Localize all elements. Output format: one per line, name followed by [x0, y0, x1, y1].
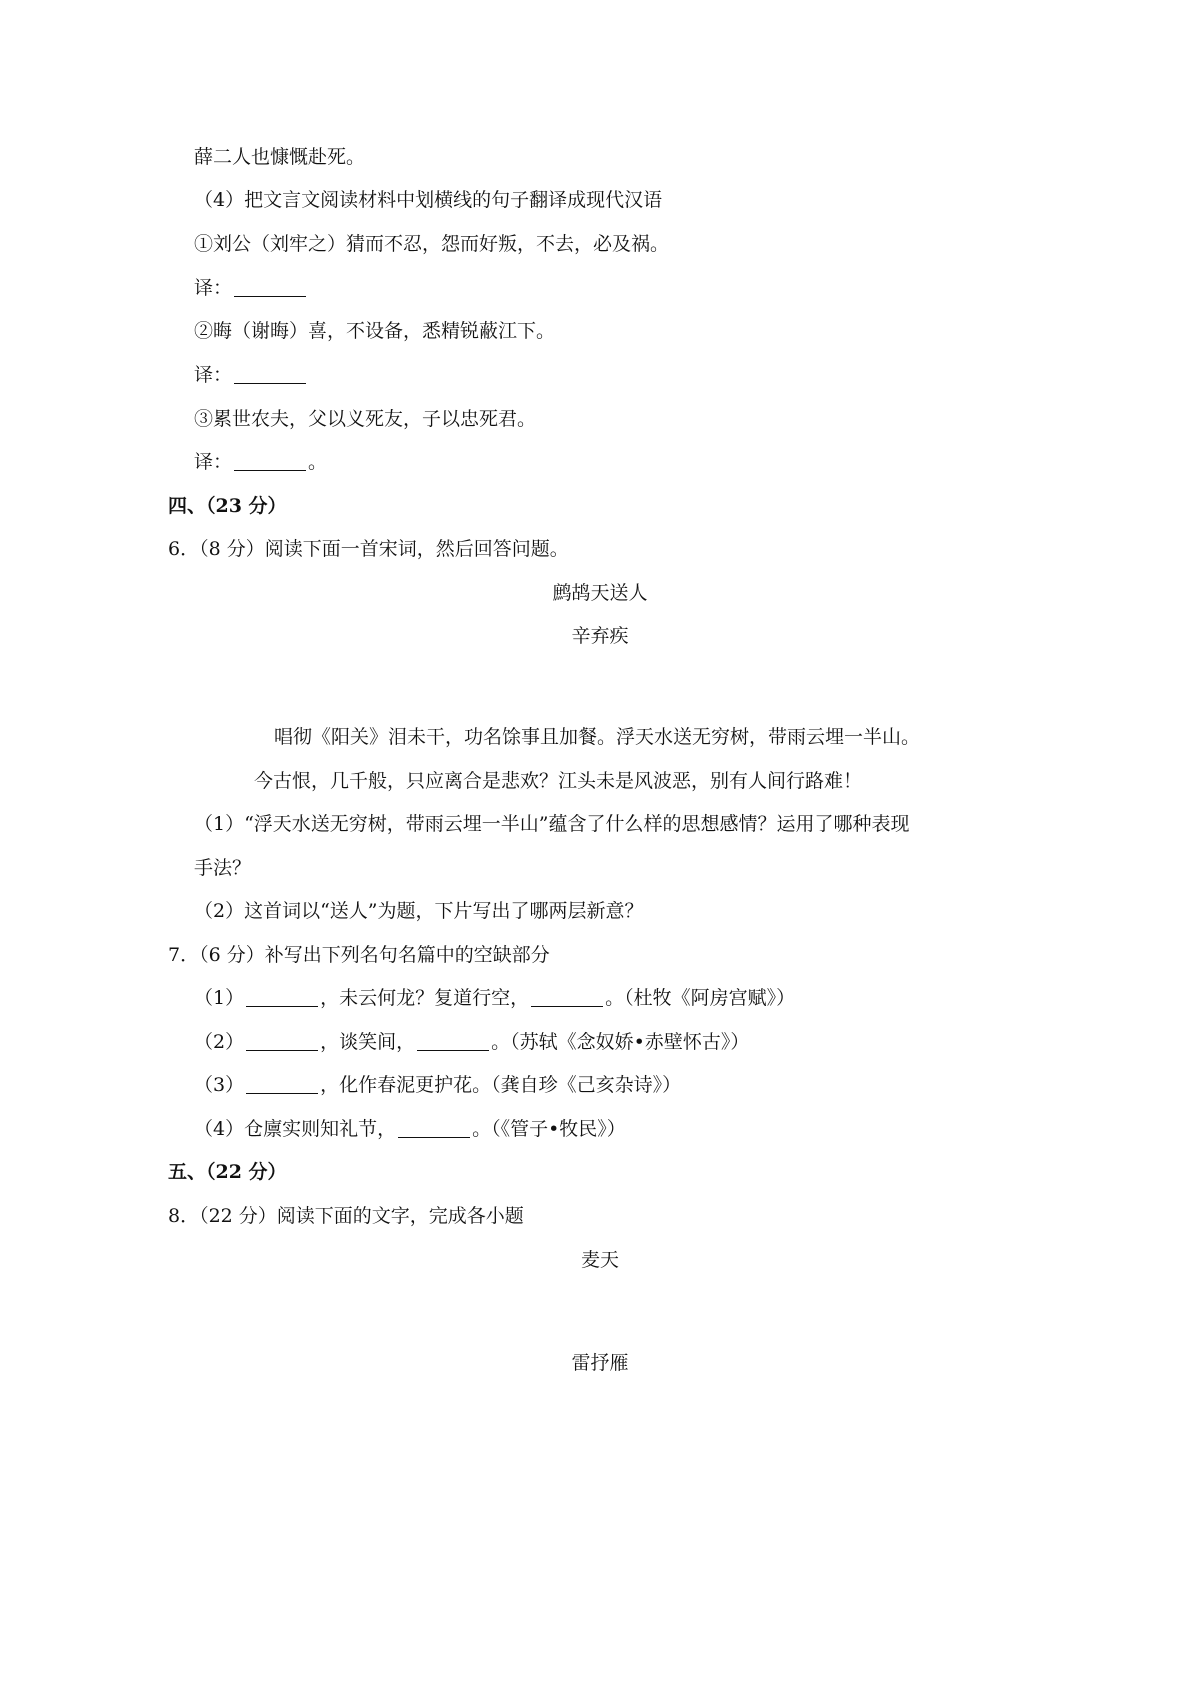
- quote-text: ，化作春泥更护花。（龚自珍《己亥杂诗》）: [320, 1074, 682, 1096]
- question-7-4: [194, 1116, 626, 1142]
- translation-line-2: [194, 362, 308, 388]
- sentence-2: ②晦（谢晦）喜，不设备，悉精锐蔽江下。: [194, 320, 556, 342]
- item-number: （3）: [194, 1074, 245, 1096]
- question-7-3: [194, 1072, 681, 1098]
- question-6-2: （2）这首词以“送人”为题，下片写出了哪两层新意？: [194, 900, 644, 922]
- poem-author: 辛弃疾: [571, 625, 629, 647]
- answer-blank[interactable]: [531, 988, 603, 1007]
- section-5-heading: 五、（22 分）: [168, 1161, 287, 1183]
- poem-line-1: 唱彻《阳关》泪未干，功名馀事且加餐。浮天水送无穷树，带雨云埋一半山。: [274, 726, 921, 748]
- quote-source: 。（杜牧《阿房宫赋》）: [605, 987, 796, 1009]
- answer-blank[interactable]: [246, 1032, 318, 1051]
- translation-label: 译：: [194, 451, 233, 473]
- poem-title: 鹧鸪天送人: [552, 582, 648, 604]
- question-6: 6．（8 分）阅读下面一首宋词，然后回答问题。: [168, 538, 569, 560]
- question-7: 7．（6 分）补写出下列名句名篇中的空缺部分: [168, 944, 550, 966]
- question-6-1-cont: 手法？: [194, 857, 252, 879]
- answer-blank[interactable]: [398, 1119, 470, 1138]
- answer-blank[interactable]: [234, 452, 306, 471]
- quote-text: （4）仓廪实则知礼节，: [194, 1118, 397, 1140]
- poem-line-2: 今古恨，几千般，只应离合是悲欢？江头未是风波恶，别有人间行路难！: [254, 770, 863, 792]
- passage-continuation: 薛二人也慷慨赴死。: [194, 146, 366, 168]
- translation-label: 译：: [194, 364, 233, 386]
- answer-blank[interactable]: [417, 1032, 489, 1051]
- answer-blank[interactable]: [234, 365, 306, 384]
- translation-label: 译：: [194, 277, 233, 299]
- answer-blank[interactable]: [246, 1075, 318, 1094]
- translation-line-3: [194, 449, 327, 475]
- question-4-prompt: （4）把文言文阅读材料中划横线的句子翻译成现代汉语: [194, 189, 663, 211]
- sentence-1: ①刘公（刘牢之）猜而不忍，怨而好叛，不去，必及祸。: [194, 233, 670, 255]
- item-number: （2）: [194, 1031, 245, 1053]
- answer-blank[interactable]: [234, 278, 306, 297]
- quote-text: ，未云何龙？复道行空，: [320, 987, 530, 1009]
- translation-line-1: [194, 275, 308, 301]
- section-4-heading: 四、（23 分）: [168, 495, 287, 517]
- item-number: （1）: [194, 987, 245, 1009]
- answer-blank[interactable]: [246, 988, 318, 1007]
- sentence-3: ③累世农夫，父以义死友，子以忠死君。: [194, 408, 537, 430]
- period: 。: [308, 451, 328, 473]
- question-7-1: [194, 985, 795, 1011]
- question-6-1: （1）“浮天水送无穷树，带雨云埋一半山”蕴含了什么样的思想感情？运用了哪种表现: [194, 813, 910, 835]
- question-8: 8．（22 分）阅读下面的文字，完成各小题: [168, 1205, 524, 1227]
- article-title: 麦天: [580, 1249, 619, 1271]
- quote-source: 。（《管子•牧民》）: [472, 1118, 626, 1140]
- article-author: 雷抒雁: [571, 1352, 629, 1374]
- question-7-2: [194, 1029, 749, 1055]
- quote-text: ，谈笑间，: [320, 1031, 416, 1053]
- quote-source: 。（苏轼《念奴娇•赤壁怀古》）: [491, 1031, 750, 1053]
